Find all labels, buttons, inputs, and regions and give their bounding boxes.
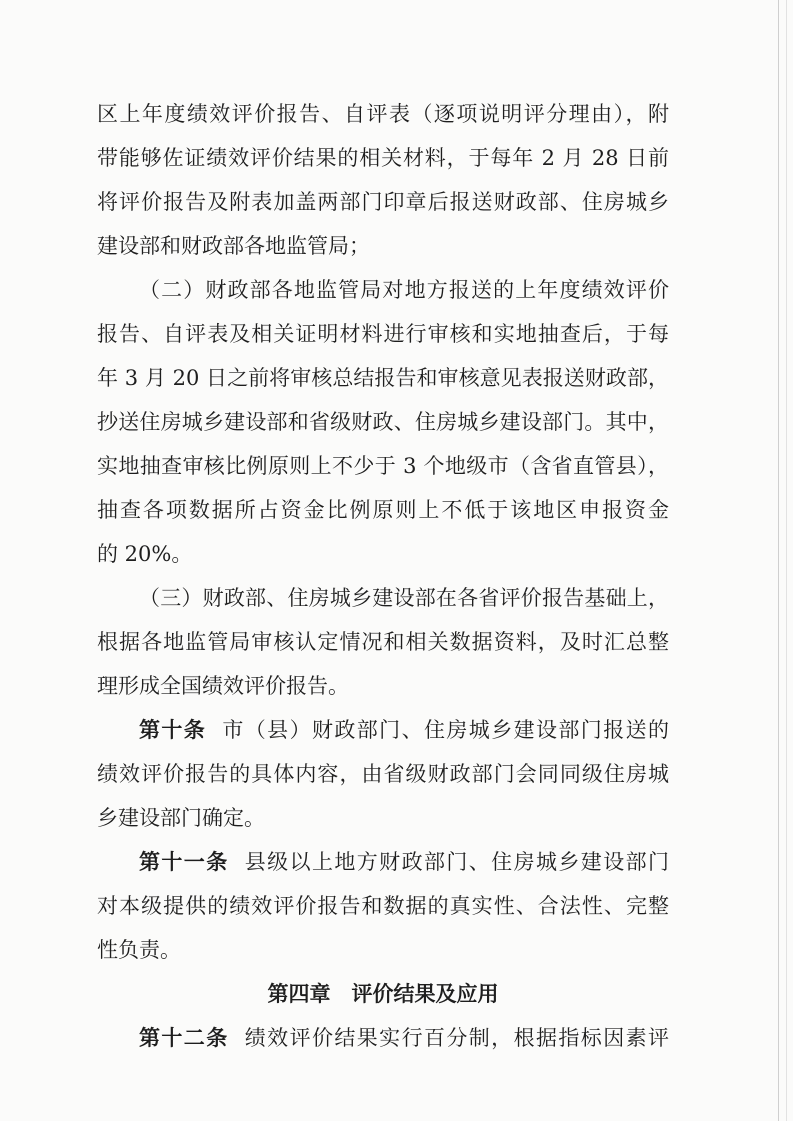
text-line: 建设部和财政部各地监管局； xyxy=(97,234,370,258)
text-line: （二）财政部各地监管局对地方报送的上年度绩效评价 xyxy=(139,278,669,302)
text-line: 乡建设部门确定。 xyxy=(97,806,265,830)
text-line: 区上年度绩效评价报告、自评表（逐项说明评分理由），附 xyxy=(97,102,669,126)
article-first-line xyxy=(97,840,669,884)
text-line: （三）财政部、住房城乡建设部在各省评价报告基础上， xyxy=(139,586,669,610)
scan-edge-line-inner xyxy=(786,0,787,1121)
article-text: 县级以上地方财政部门、住房城乡建设部门 xyxy=(244,850,669,874)
article-text: 绩效评价结果实行百分制，根据指标因素评 xyxy=(244,1026,669,1050)
article-text: 市（县）财政部门、住房城乡建设部门报送的 xyxy=(222,718,669,742)
chapter-heading: 第四章 评价结果及应用 xyxy=(267,981,499,1006)
text-line: 实地抽查审核比例原则上不少于 3 个地级市（含省直管县）， xyxy=(97,454,669,478)
text-line: 理形成全国绩效评价报告。 xyxy=(97,674,349,698)
text-line: 对本级提供的绩效评价报告和数据的真实性、合法性、完整 xyxy=(97,894,669,918)
article-first-line xyxy=(97,708,669,752)
text-line: 将评价报告及附表加盖两部门印章后报送财政部、住房城乡 xyxy=(97,190,669,214)
text-line: 绩效评价报告的具体内容，由省级财政部门会同同级住房城 xyxy=(97,762,669,786)
article-number: 第十条 xyxy=(139,717,207,742)
text-line: 抽查各项数据所占资金比例原则上不低于该地区申报资金 xyxy=(97,498,669,522)
article-number: 第十一条 xyxy=(139,849,229,874)
text-line: 报告、自评表及相关证明材料进行审核和实地抽查后，于每 xyxy=(97,322,669,346)
text-line: 性负责。 xyxy=(97,938,181,962)
text-line: 的 20%。 xyxy=(97,542,193,566)
document-page xyxy=(97,92,669,1060)
text-line: 带能够佐证绩效评价结果的相关材料，于每年 2 月 28 日前 xyxy=(97,146,669,170)
text-line: 年 3 月 20 日之前将审核总结报告和审核意见表报送财政部， xyxy=(97,366,669,390)
article-number: 第十二条 xyxy=(139,1025,229,1050)
text-line: 抄送住房城乡建设部和省级财政、住房城乡建设部门。其中， xyxy=(97,410,669,434)
scan-edge-line xyxy=(778,0,779,1121)
article-first-line xyxy=(97,1016,669,1060)
text-line: 根据各地监管局审核认定情况和相关数据资料，及时汇总整 xyxy=(97,630,669,654)
